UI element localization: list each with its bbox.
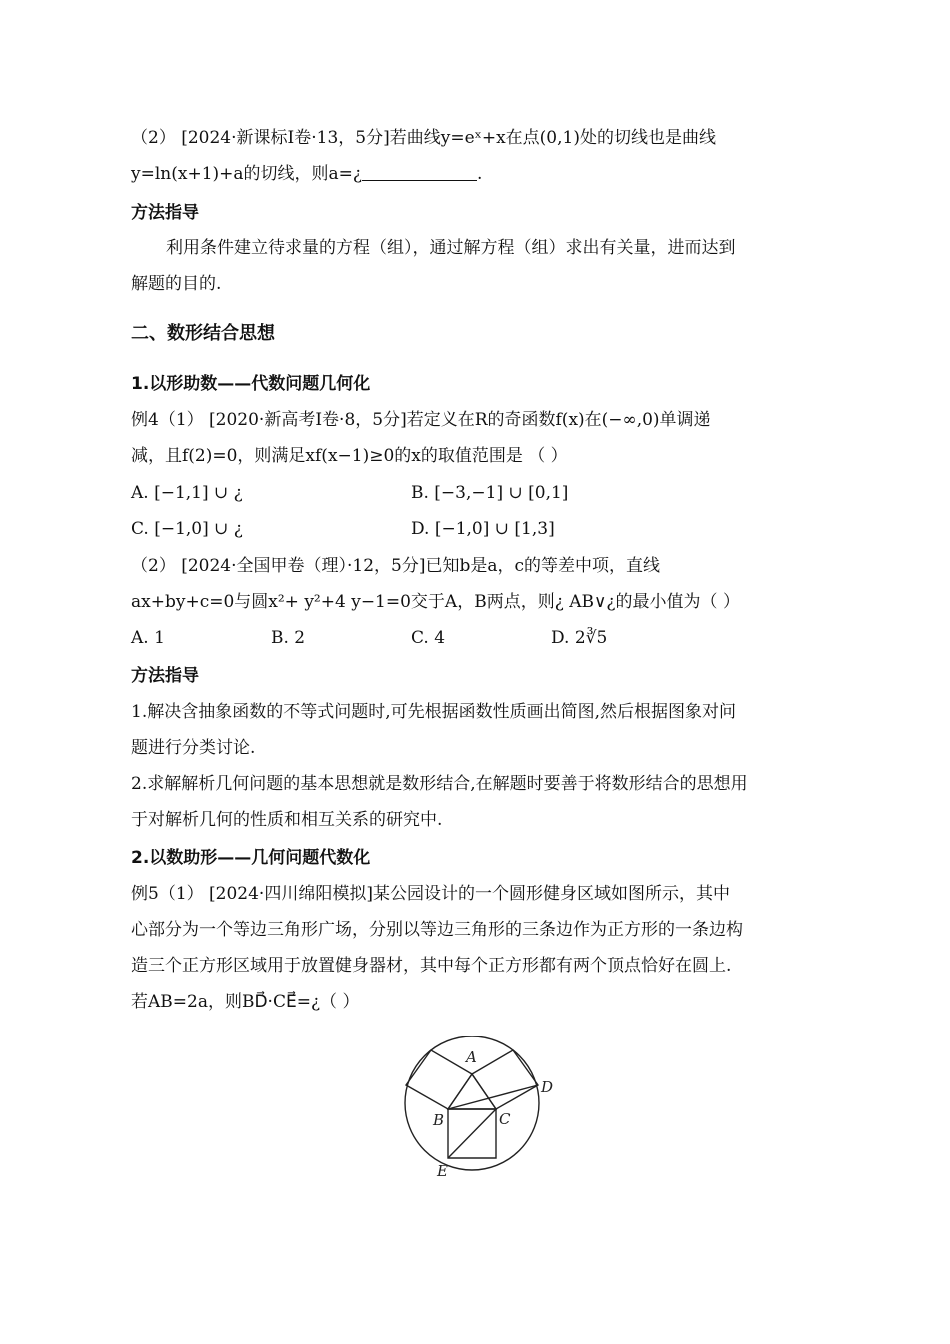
q2-line-2-end: . [477,164,483,184]
label-c: C [499,1110,511,1128]
method-guide-line-2: 解题的目的. [131,274,222,294]
example-4b-line-2: ax+by+c=0与圆x²+ y²+4 y−1=0交于A，B两点，则¿ AB∨¿的最小值为（ ） [131,592,740,612]
label-e: E [437,1162,448,1180]
label-d: D [541,1078,554,1096]
section-title: 二、数形结合思想 [131,323,275,344]
example-4b-option-d: D. 2∛5 [551,628,608,648]
example-4-option-c: C. [−1,0] ∪ ¿ [131,519,243,539]
example-4-option-d: D. [−1,0] ∪ [1,3] [411,519,555,539]
method-guide-2-line-4: 于对解析几何的性质和相互关系的研究中. [131,810,443,830]
example-4b-line-1: （2） [2024·全国甲卷（理）·12，5分]已知b是a，c的等差中项，直线 [131,556,661,576]
example-5-line-4: 若AB=2a，则BD⃗·CE⃗=¿（ ） [131,992,360,1012]
method-guide-title-2: 方法指导 [131,666,199,686]
example-5-line-3: 造三个正方形区域用于放置健身器材，其中每个正方形都有两个顶点恰好在圆上. [131,956,732,976]
example-4-option-b: B. [−3,−1] ∪ [0,1] [411,483,569,503]
subsection-title-2: 2.以数助形——几何问题代数化 [131,848,371,868]
example-5-line-2: 心部分为一个等边三角形广场，分别以等边三角形的三条边作为正方形的一条边构 [131,920,743,940]
answer-blank [362,164,477,181]
example-5-line-1: 例5（1） [2024·四川绵阳模拟]某公园设计的一个圆形健身区域如图所示，其中 [131,884,730,904]
example-4b-option-a: A. 1 [131,628,165,648]
label-b: B [433,1111,445,1129]
q2-line-2 [131,162,482,186]
subsection-title-1: 1.以形助数——代数问题几何化 [131,374,371,394]
method-guide-2-line-1: 1.解决含抽象函数的不等式问题时,可先根据函数性质画出简图,然后根据图象对问 [131,702,737,722]
example-4b-option-c: C. 4 [411,628,446,648]
q2-line-2-text: y=ln(x+1)+a的切线，则a=¿ [131,164,363,184]
q2-line-1: （2） [2024·新课标Ⅰ卷·13，5分]若曲线y=eˣ+x在点(0,1)处的切线也是曲线 [131,128,716,148]
geometry-figure [395,1036,565,1186]
example-4-line-2: 减，且f(2)=0，则满足xf(x−1)≥0的x的取值范围是 （ ） [131,446,568,466]
figure-triangle [448,1074,496,1109]
method-guide-2-line-3: 2.求解解析几何问题的基本思想就是数形结合,在解题时要善于将数形结合的思想用 [131,774,748,794]
method-guide-2-line-2: 题进行分类讨论. [131,738,256,758]
method-guide-title: 方法指导 [131,203,199,223]
example-4-option-a: A. [−1,1] ∪ ¿ [131,483,243,503]
example-4-line-1: 例4（1） [2020·新高考Ⅰ卷·8，5分]若定义在R的奇函数f(x)在(−∞,0)单调递 [131,410,711,430]
example-4b-option-b: B. 2 [271,628,306,648]
label-a: A [466,1048,477,1066]
figure-square-left [406,1050,472,1109]
method-guide-line-1: 利用条件建立待求量的方程（组），通过解方程（组）求出有关量，进而达到 [166,238,736,258]
